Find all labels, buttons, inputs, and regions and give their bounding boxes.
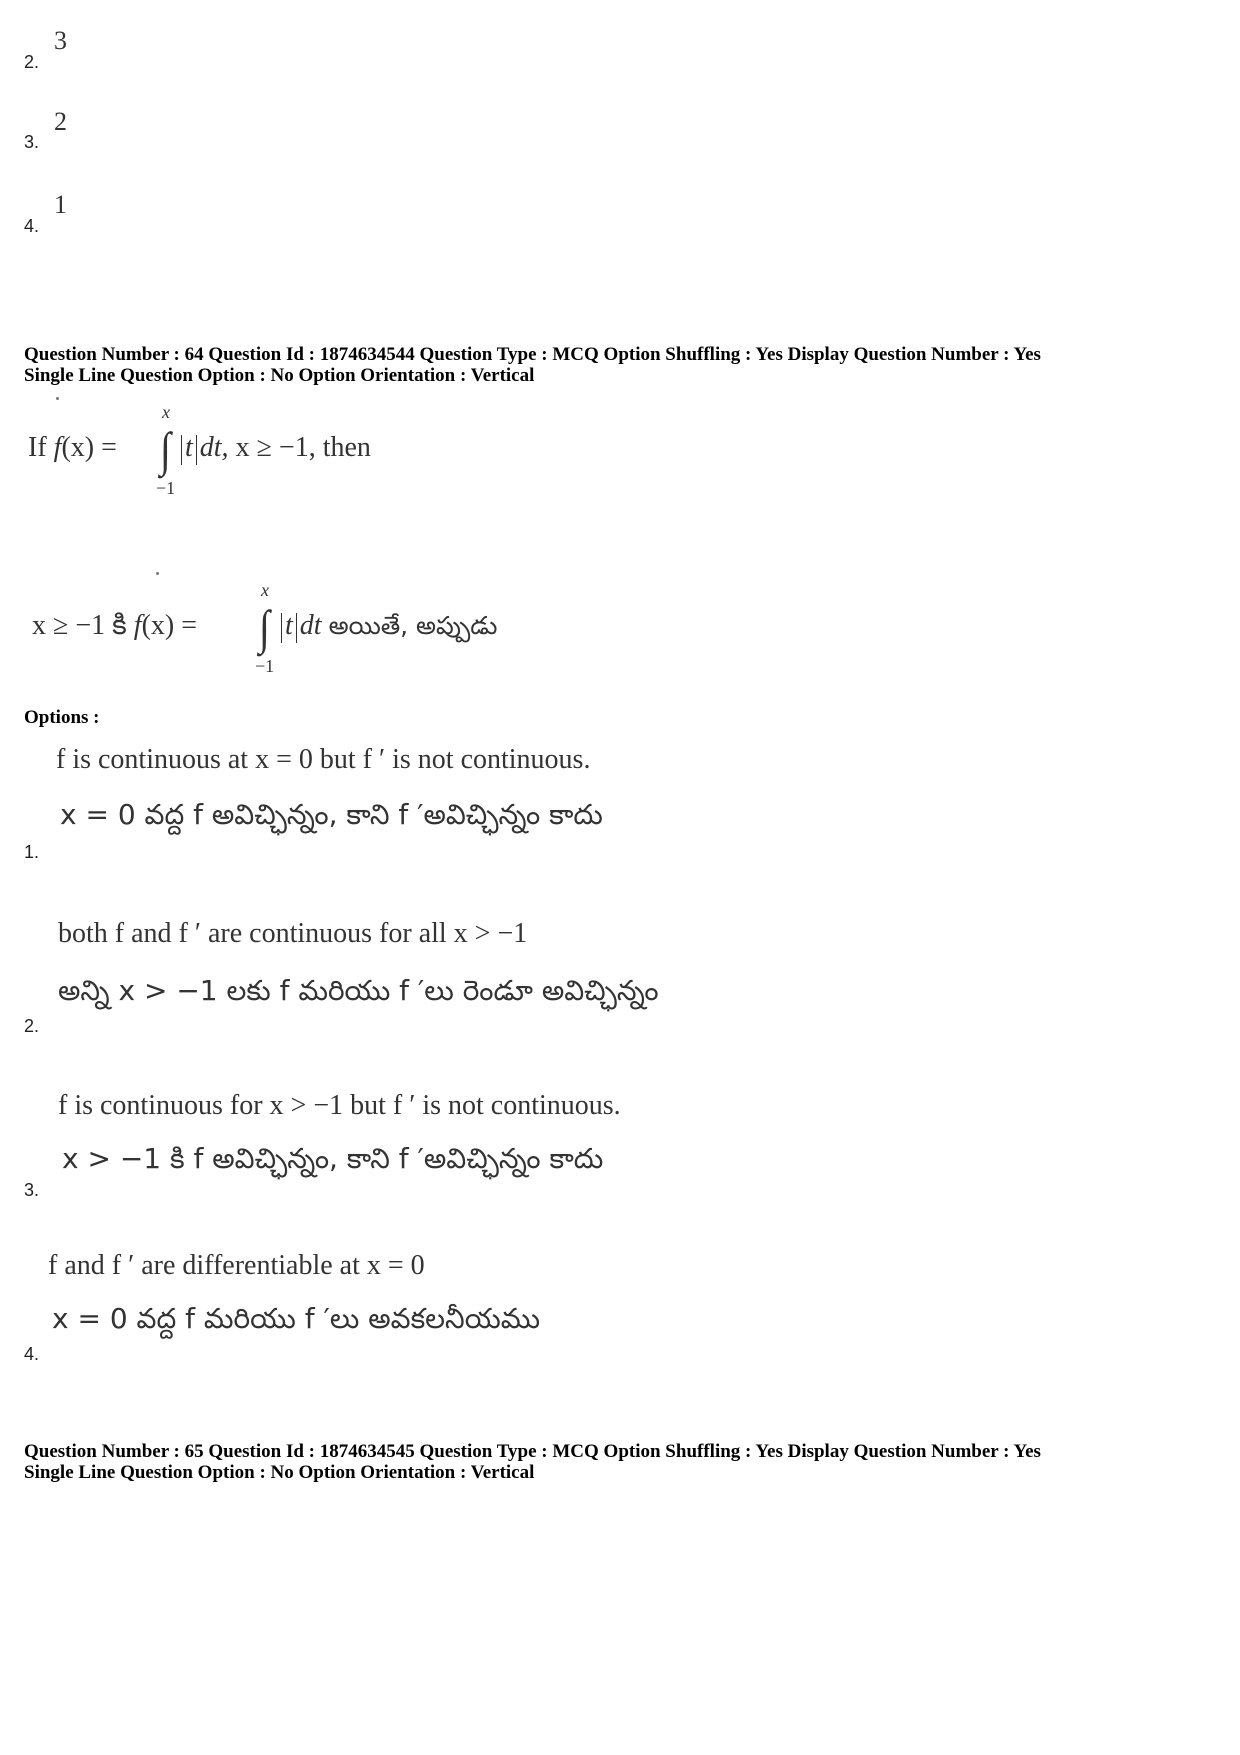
option-value: 3	[54, 26, 67, 55]
option-text-telugu: x > −1 కి f అవిచ్ఛిన్నం, కాని f ′అవిచ్ఛిన్నం కాదు	[62, 1142, 604, 1175]
integrand-t: t	[285, 610, 293, 641]
option-number: 2.	[24, 1016, 40, 1036]
options-label: Options :	[24, 707, 100, 728]
function-arg: (x) =	[141, 610, 198, 641]
abs-bar	[281, 613, 282, 643]
question-meta	[24, 344, 1041, 386]
option-value: 2	[54, 107, 67, 136]
abs-bar	[196, 435, 197, 465]
scan-speck	[56, 397, 59, 400]
abs-bar	[296, 613, 297, 643]
function-f: f	[133, 610, 142, 641]
telugu-tail: అయితే, అప్పుడు	[328, 611, 498, 640]
differential-dt: dt	[299, 610, 322, 641]
option-text-telugu: x = 0 వద్ద f మరియు f ′లు అవకలనీయము	[52, 1302, 541, 1335]
integral-sign: ∫	[259, 600, 270, 655]
scan-speck	[156, 572, 159, 575]
option-number: 1.	[24, 842, 40, 862]
question-meta-line: Single Line Question Option : No Option Orientation : Vertical	[24, 1462, 535, 1483]
option-value: 1	[54, 190, 67, 219]
option-text-english: both f and f ′ are continuous for all x > −1	[58, 918, 528, 949]
option-number: 2.	[24, 52, 40, 72]
abs-bar	[181, 435, 182, 465]
option-text-english: f is continuous for x > −1 but f ′ is not continuous.	[58, 1090, 621, 1121]
question-meta-line: Question Number : 65 Question Id : 1874634545 Question Type : MCQ Option Shuffling : Yes Display Question Number : Yes	[24, 1441, 1041, 1462]
function-arg: (x) =	[61, 432, 117, 463]
option-text-telugu: అన్ని x > −1 లకు f మరియు f ′లు రెండూ అవిచ్ఛిన్నం	[58, 974, 659, 1007]
integral-sign: ∫	[160, 422, 171, 477]
domain-condition: x ≥ −1, then	[235, 432, 371, 463]
option-text-telugu: x = 0 వద్ద f అవిచ్ఛిన్నం, కాని f ′అవిచ్ఛిన్నం కాదు	[60, 798, 603, 831]
integral-upper-limit: x	[261, 580, 269, 600]
function-f: f	[53, 432, 62, 463]
question-meta-line: Question Number : 64 Question Id : 1874634544 Question Type : MCQ Option Shuffling : Yes Display Question Number : Yes	[24, 344, 1041, 365]
option-text-english: f is continuous at x = 0 but f ′ is not continuous.	[56, 744, 591, 775]
integral-upper-limit: x	[162, 402, 170, 422]
option-number: 3.	[24, 132, 40, 152]
if-word: If	[28, 432, 47, 463]
integrand-t: t	[185, 432, 193, 463]
differential-dt: dt,	[199, 432, 229, 463]
option-text-english: f and f ′ are differentiable at x = 0	[48, 1250, 425, 1281]
question-meta-line: Single Line Question Option : No Option Orientation : Vertical	[24, 365, 535, 386]
integral-lower-limit: −1	[255, 656, 275, 676]
question-meta	[24, 1441, 1041, 1483]
domain-condition: x ≥ −1 కి	[32, 610, 127, 641]
option-number: 4.	[24, 1344, 40, 1364]
option-number: 4.	[24, 216, 40, 236]
option-number: 3.	[24, 1180, 40, 1200]
integral-lower-limit: −1	[156, 478, 176, 498]
